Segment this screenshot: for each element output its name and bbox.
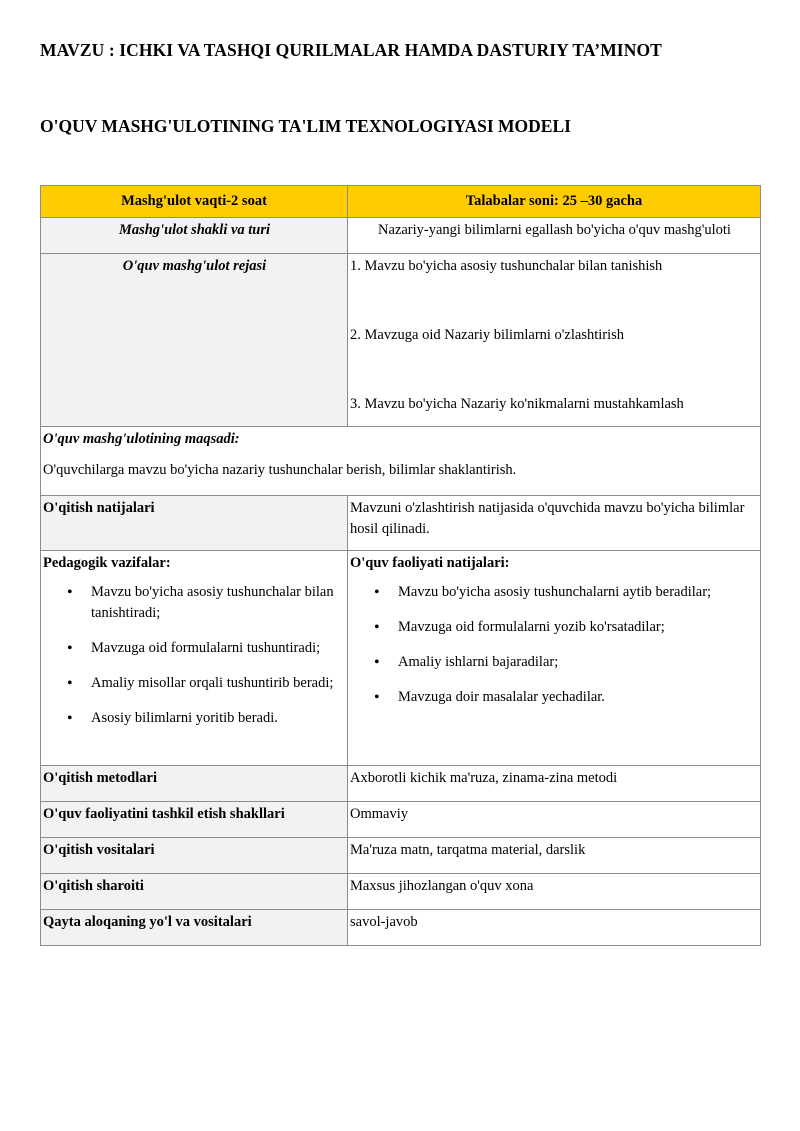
row-label: Qayta aloqaning yo'l va vositalari — [41, 910, 348, 946]
table-row — [41, 496, 761, 551]
table-row — [41, 551, 761, 766]
table-row — [41, 838, 761, 874]
row-value: Ma'ruza matn, tarqatma material, darslik — [348, 838, 761, 874]
goal-text: O'quvchilarga mavzu bo'yicha nazariy tushunchalar berish, bilimlar shaklantirish. — [43, 462, 517, 478]
table-row — [41, 766, 761, 802]
plan-item: 3. Mavzu bo'yicha Nazariy ko'nikmalarni mustahkamlash — [350, 396, 684, 412]
goal-cell — [41, 427, 761, 496]
table-row — [41, 218, 761, 254]
list-item: • Mavzu bo'yicha asosiy tushunchalar bilan tanishtiradi; — [91, 582, 346, 624]
list-item: • Amaliy ishlarni bajaradilar; — [398, 652, 759, 673]
table-row — [41, 427, 761, 496]
pedagogical-tasks-label: Pedagogik vazifalar: — [43, 555, 171, 571]
plan-label: O'quv mashg'ulot rejasi — [41, 254, 348, 427]
form-label: Mashg'ulot shakli va turi — [41, 218, 348, 254]
list-item: • Asosiy bilimlarni yoritib beradi. — [91, 708, 346, 729]
lesson-time-cell: Mashg'ulot vaqti-2 soat — [41, 186, 348, 218]
row-label: O'qitish metodlari — [41, 766, 348, 802]
list-item: • Mavzu bo'yicha asosiy tushunchalarni aytib beradilar; — [398, 582, 759, 603]
row-value: Ommaviy — [348, 802, 761, 838]
row-value: savol-javob — [348, 910, 761, 946]
list-item: • Mavzuga oid formulalarni yozib ko'rsatadilar; — [398, 617, 759, 638]
plan-item: 2. Mavzuga oid Nazariy bilimlarni o'zlashtirish — [350, 327, 625, 343]
learning-results-label: O'quv faoliyati natijalari: — [350, 555, 510, 571]
list-item: • Mavzuga oid formulalarni tushuntiradi; — [91, 638, 346, 659]
row-label: O'qitish vositalari — [41, 838, 348, 874]
document-title: MAVZU : ICHKI VA TASHQI QURILMALAR HAMDA DASTURIY TA’MINOT — [40, 40, 662, 60]
row-value: Maxsus jihozlangan o'quv xona — [348, 874, 761, 910]
list-item: • Amaliy misollar orqali tushuntirib beradi; — [91, 673, 346, 694]
table-row — [41, 802, 761, 838]
table-row — [41, 874, 761, 910]
row-value: Axborotli kichik ma'ruza, zinama-zina metodi — [348, 766, 761, 802]
results-value: Mavzuni o'zlashtirish natijasida o'quvchida mavzu bo'yicha bilimlar hosil qilinadi. — [348, 496, 761, 551]
learning-results-list — [350, 582, 759, 708]
table-header-row — [41, 186, 761, 218]
row-label: O'quv faoliyatini tashkil etish shakllari — [41, 802, 348, 838]
table-row — [41, 254, 761, 427]
results-label: O'qitish natijalari — [41, 496, 348, 551]
pedagogical-tasks-list — [43, 582, 346, 729]
plan-cell — [348, 254, 761, 427]
table-row — [41, 910, 761, 946]
pedagogical-tasks-cell — [41, 551, 348, 766]
document-subtitle: O'QUV MASHG'ULOTINING TA'LIM TEXNOLOGIYASI MODELI — [40, 116, 571, 136]
goal-label: O'quv mashg'ulotining maqsadi: — [43, 431, 240, 447]
student-count-cell: Talabalar soni: 25 –30 gacha — [348, 186, 761, 218]
lesson-model-table — [40, 185, 761, 946]
list-item: • Mavzuga doir masalalar yechadilar. — [398, 687, 759, 708]
form-value: Nazariy-yangi bilimlarni egallash bo'yicha o'quv mashg'uloti — [348, 218, 761, 254]
plan-item: 1. Mavzu bo'yicha asosiy tushunchalar bilan tanishish — [350, 258, 663, 274]
learning-results-cell — [348, 551, 761, 766]
row-label: O'qitish sharoiti — [41, 874, 348, 910]
